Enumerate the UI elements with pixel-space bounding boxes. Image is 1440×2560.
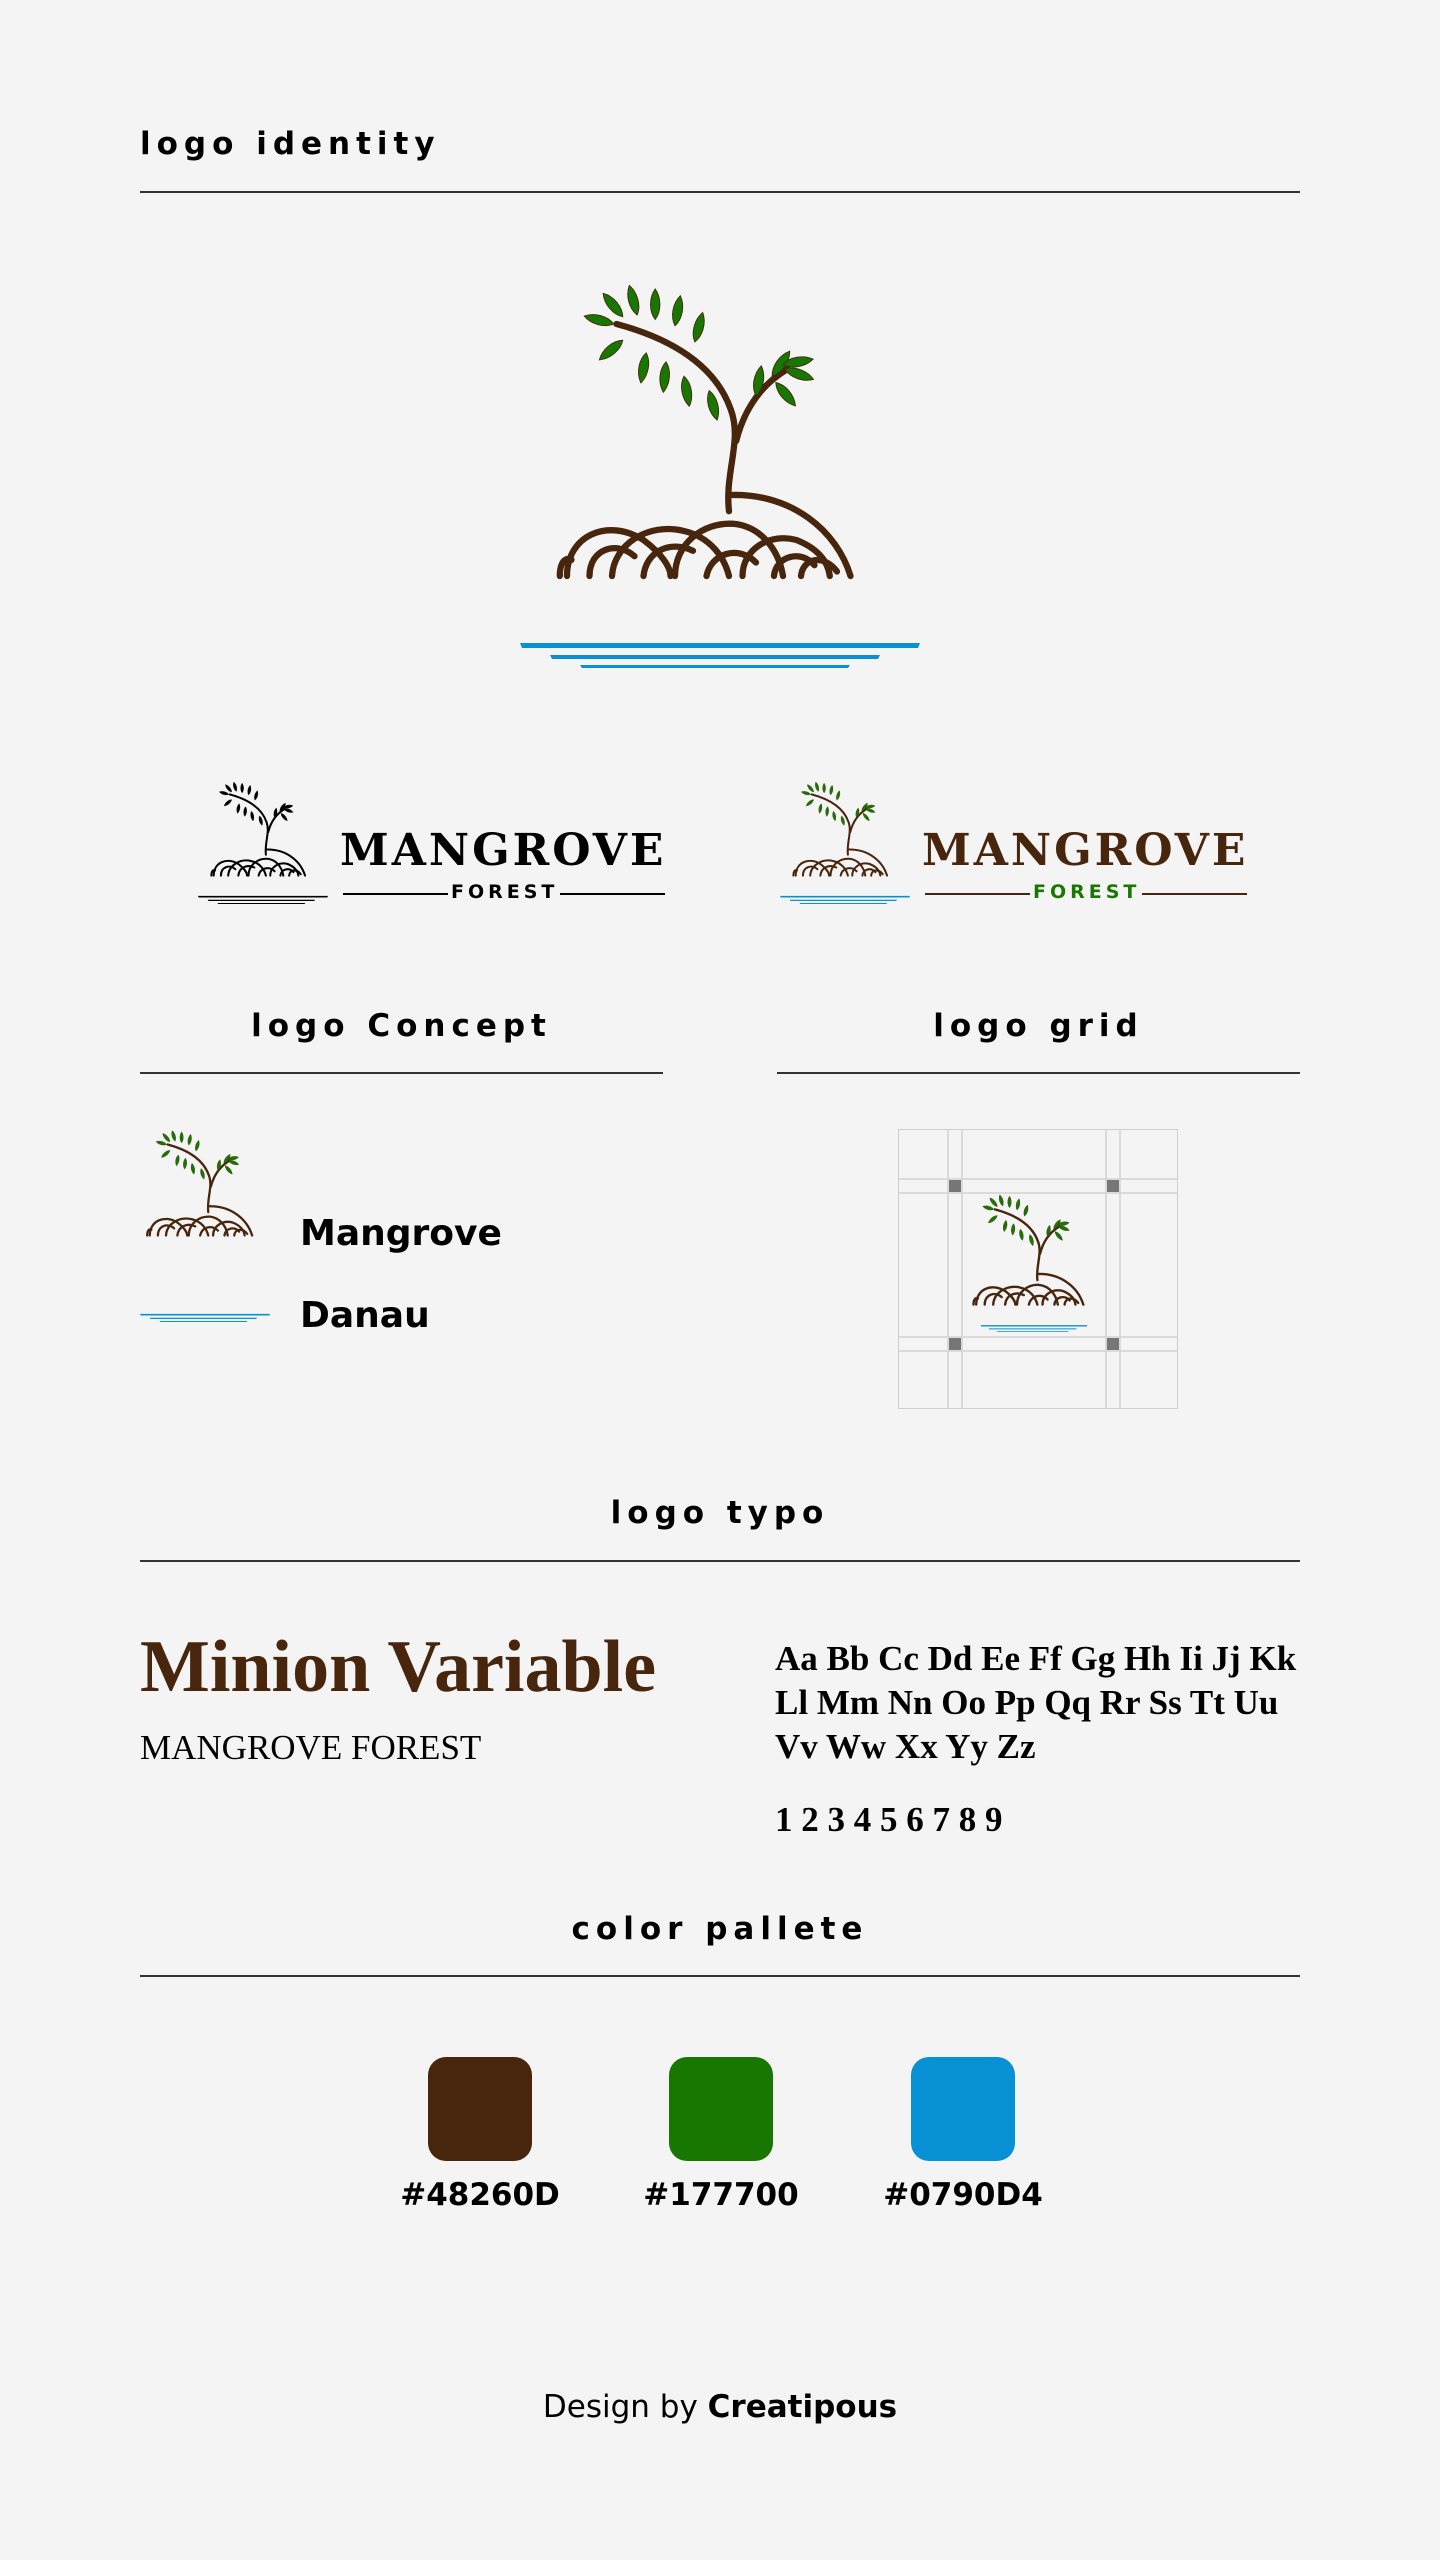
footer-prefix: Design by: [542, 2389, 698, 2425]
logo-grid: [898, 1129, 1178, 1409]
concept-item: [140, 1295, 560, 1345]
concept-label-danau: Danau: [300, 1295, 430, 1336]
color-swatch-card: [863, 2057, 1063, 2213]
horizontal-logo-mono: [198, 775, 668, 915]
section-title-concept: logo Concept: [251, 1008, 552, 1044]
lake-water-icon: [198, 893, 328, 913]
primary-logo: [520, 270, 920, 670]
divider: [777, 1072, 1300, 1074]
mangrove-tree-icon: [140, 1125, 270, 1255]
color-hex: #48260D: [400, 2177, 560, 2213]
alphabet-line: Ll Mm Nn Oo Pp Qq Rr Ss Tt Uu: [775, 1683, 1279, 1722]
divider: [140, 1975, 1300, 1977]
wordmark-name: MANGROVE: [922, 825, 1249, 876]
section-title-identity: logo identity: [140, 126, 441, 162]
footer-credit: [0, 2389, 1440, 2425]
concept-label-mangrove: Mangrove: [300, 1213, 502, 1254]
wordmark-sub: FOREST: [1033, 881, 1141, 903]
concept-item: [140, 1125, 560, 1255]
color-swatch: [669, 2057, 773, 2161]
alphabet-line: Vv Ww Xx Yy Zz: [775, 1727, 1036, 1766]
digits-line: 1 2 3 4 5 6 7 8 9: [775, 1800, 1003, 1839]
color-swatch-card: [380, 2057, 580, 2213]
wordmark-sub: FOREST: [451, 881, 559, 903]
wordmark-sub-row: [343, 881, 665, 905]
horizontal-logo-color: [780, 775, 1250, 915]
grid-lines: [898, 1129, 1178, 1409]
wordmark-sub-row: [925, 881, 1247, 905]
color-swatch-card: [621, 2057, 821, 2213]
alphabet-block: [775, 1637, 1300, 1769]
typeface-sample: MANGROVE FOREST: [140, 1728, 482, 1767]
divider: [140, 1560, 1300, 1562]
divider: [140, 1072, 663, 1074]
mangrove-tree-icon: [780, 777, 910, 893]
wordmark-name: MANGROVE: [340, 825, 667, 876]
color-swatch: [911, 2057, 1015, 2161]
color-hex: #177700: [643, 2177, 799, 2213]
footer-author: Creatipous: [707, 2389, 898, 2425]
lake-water-icon: [780, 893, 910, 913]
palette-row: [380, 2057, 1060, 2217]
lake-water-icon: [140, 1310, 270, 1332]
section-title-typo: logo typo: [610, 1495, 830, 1531]
mangrove-tree-icon: [198, 777, 328, 893]
divider: [140, 191, 1300, 193]
section-title-grid: logo grid: [933, 1008, 1144, 1044]
lake-water-icon: [520, 635, 920, 695]
section-title-palette: color pallete: [571, 1911, 869, 1947]
alphabet-line: Aa Bb Cc Dd Ee Ff Gg Hh Ii Jj Kk: [775, 1639, 1297, 1678]
color-hex: #0790D4: [883, 2177, 1043, 2213]
typeface-name: Minion Variable: [140, 1626, 657, 1708]
color-swatch: [428, 2057, 532, 2161]
mangrove-tree-icon: [520, 270, 920, 630]
